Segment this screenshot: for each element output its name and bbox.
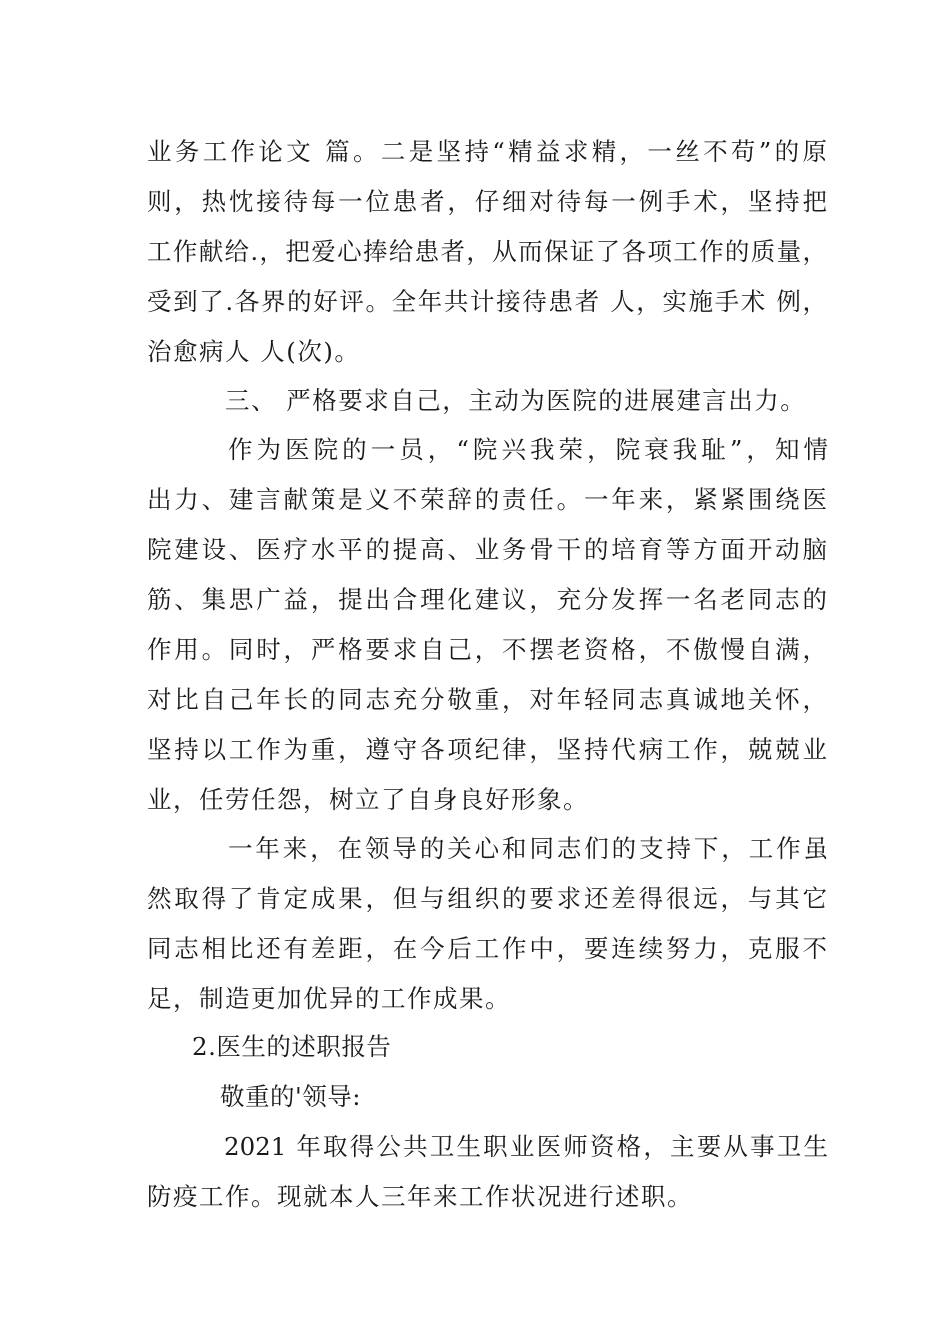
paragraph-first-line: 2021 年取得公共卫生职业医师资格，主要从事卫生 bbox=[224, 1132, 828, 1161]
text-line: 业务工作论文 篇。二是坚持“精益求精，一丝不苟”的原 bbox=[147, 137, 827, 166]
text-line: 出力、建言献策是义不荣辞的责任。一年来，紧紧围绕医 bbox=[147, 485, 827, 514]
paragraph-first-line: 作为医院的一员，“院兴我荣，院衰我耻”，知情 bbox=[228, 435, 828, 464]
text-line: 则，热忱接待每一位患者，仔细对待每一例手术，坚持把 bbox=[147, 187, 827, 216]
text-line: 足，制造更加优异的工作成果。 bbox=[147, 984, 511, 1013]
text-line: 作用。同时，严格要求自己，不摆老资格，不傲慢自满， bbox=[147, 635, 827, 664]
salutation: 敬重的'领导: bbox=[220, 1082, 361, 1111]
text-line: 业，任劳任怨，树立了自身良好形象。 bbox=[147, 785, 589, 814]
text-line: 对比自己年长的同志充分敬重，对年轻同志真诚地关怀， bbox=[147, 685, 827, 714]
text-line: 受到了.各界的好评。全年共计接待患者 人，实施手术 例， bbox=[147, 287, 827, 316]
section-heading: 三、 严格要求自己，主动为医院的进展建言出力。 bbox=[225, 386, 807, 415]
paragraph-first-line: 一年来，在领导的关心和同志们的支持下，工作虽 bbox=[228, 834, 828, 863]
section-title: 2.医生的述职报告 bbox=[192, 1032, 392, 1061]
text-line: 院建设、医疗水平的提高、业务骨干的培育等方面开动脑 bbox=[147, 535, 827, 564]
text-line: 工作献给.，把爱心捧给患者，从而保证了各项工作的质量， bbox=[147, 237, 827, 266]
text-line: 坚持以工作为重，遵守各项纪律，坚持代病工作，兢兢业 bbox=[147, 735, 827, 764]
text-line: 防疫工作。现就本人三年来工作状况进行述职。 bbox=[147, 1182, 693, 1211]
text-line: 治愈病人 人(次)。 bbox=[147, 337, 361, 366]
text-line: 然取得了肯定成果，但与组织的要求还差得很远，与其它 bbox=[147, 884, 827, 913]
text-line: 同志相比还有差距，在今后工作中，要连续努力，克服不 bbox=[147, 934, 827, 963]
text-line: 筋、集思广益，提出合理化建议，充分发挥一名老同志的 bbox=[147, 585, 827, 614]
